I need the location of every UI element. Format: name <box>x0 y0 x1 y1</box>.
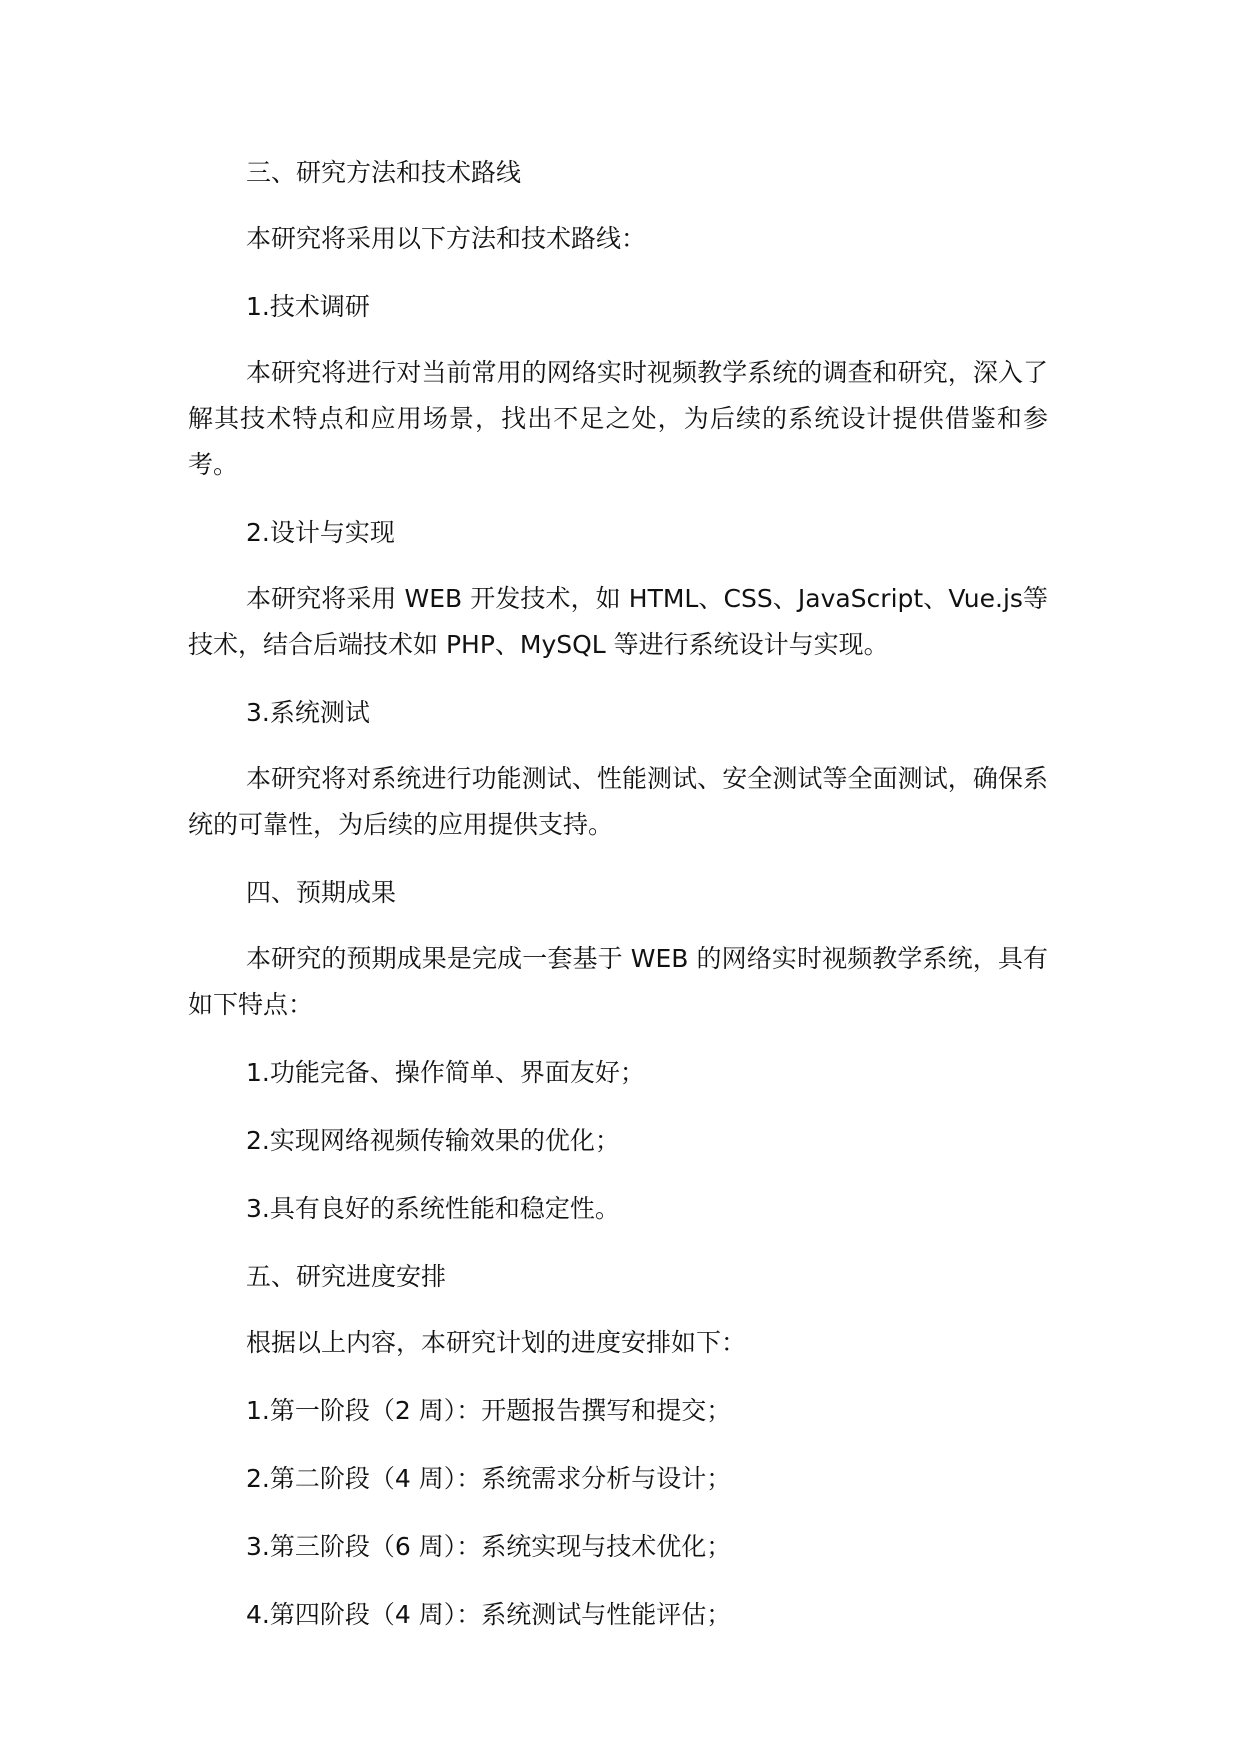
paragraph-expected-results: 本研究的预期成果是完成一套基于 WEB 的网络实时视频教学系统，具有如下特点： <box>188 944 1048 1019</box>
section-heading-schedule: 五、研究进度安排 <box>246 1262 447 1291</box>
subheading-design-implementation: 2.设计与实现 <box>246 518 395 547</box>
subheading-tech-research: 1.技术调研 <box>246 292 370 321</box>
list-item-stage-4: 4.第四阶段（4 周）：系统测试与性能评估； <box>246 1600 732 1629</box>
list-item-result-3: 3.具有良好的系统性能和稳定性。 <box>246 1194 620 1223</box>
paragraph-schedule-intro: 根据以上内容，本研究计划的进度安排如下： <box>246 1328 747 1357</box>
subheading-system-testing: 3.系统测试 <box>246 698 370 727</box>
section-heading-expected-results: 四、预期成果 <box>246 878 397 907</box>
list-item-stage-3: 3.第三阶段（6 周）：系统实现与技术优化； <box>246 1532 732 1561</box>
list-item-stage-2: 2.第二阶段（4 周）：系统需求分析与设计； <box>246 1464 732 1493</box>
paragraph-system-testing: 本研究将对系统进行功能测试、性能测试、安全测试等全面测试，确保系统的可靠性，为后续的应用提供支持。 <box>188 764 1048 839</box>
document-body <box>188 150 1048 1660</box>
list-item-result-1: 1.功能完备、操作简单、界面友好； <box>246 1058 645 1087</box>
paragraph-tech-research: 本研究将进行对当前常用的网络实时视频教学系统的调查和研究，深入了解其技术特点和应用场景，找出不足之处，为后续的系统设计提供借鉴和参考。 <box>188 358 1048 479</box>
section-heading-methods: 三、研究方法和技术路线 <box>246 158 522 187</box>
list-item-result-2: 2.实现网络视频传输效果的优化； <box>246 1126 620 1155</box>
paragraph-design-implementation: 本研究将采用 WEB 开发技术，如 HTML、CSS、JavaScript、Vue.js等技术，结合后端技术如 PHP、MySQL 等进行系统设计与实现。 <box>188 584 1048 659</box>
list-item-stage-1: 1.第一阶段（2 周）：开题报告撰写和提交； <box>246 1396 732 1425</box>
paragraph-methods-intro: 本研究将采用以下方法和技术路线： <box>246 224 647 253</box>
